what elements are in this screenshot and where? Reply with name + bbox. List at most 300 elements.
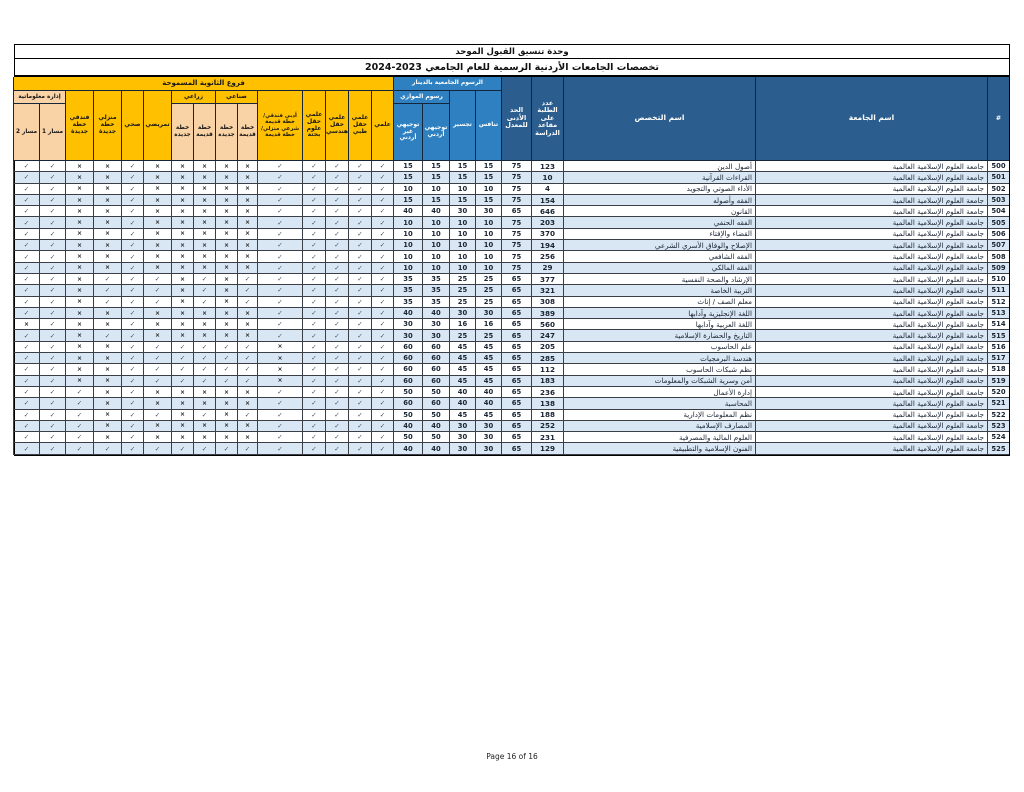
branch-track1-check: ✓	[39, 387, 65, 398]
branch-nursing-check: ✓	[143, 342, 171, 353]
branch-agricultural-old-cross: ×	[193, 421, 215, 432]
branch-scientific-medical-check: ✓	[348, 217, 371, 228]
branch-scientific-pure-check: ✓	[302, 285, 325, 296]
branch-scientific-check: ✓	[371, 229, 393, 240]
tawjihi-non-jordanian-fee: 60	[393, 398, 422, 409]
branch-industrial-new-cross: ×	[215, 421, 237, 432]
students-count: 112	[531, 364, 563, 375]
table-row	[15, 263, 1009, 274]
branch-scientific-check: ✓	[371, 195, 393, 206]
branch-scientific-medical-check: ✓	[348, 251, 371, 262]
branch-scientific-medical-check: ✓	[348, 398, 371, 409]
table-row	[15, 364, 1009, 375]
branch-agricultural-new-cross: ×	[171, 251, 193, 262]
branch-track2-check: ✓	[13, 398, 39, 409]
tawjihi-non-jordanian-fee: 10	[393, 217, 422, 228]
branch-industrial-new-cross: ×	[215, 229, 237, 240]
tawjihi-jordanian-fee: 35	[422, 285, 449, 296]
university-name: جامعة العلوم الإسلامية العالمية	[755, 308, 987, 319]
document-title: وحدة تنسيق القبول الموحد	[14, 44, 1010, 59]
university-name: جامعة العلوم الإسلامية العالمية	[755, 217, 987, 228]
branch-hotel-new-cross: ×	[65, 161, 93, 172]
students-count: 285	[531, 353, 563, 364]
tajseer-fee: 45	[449, 410, 475, 421]
branch-home-new-check: ✓	[93, 297, 121, 308]
branch-industrial-new-cross: ×	[215, 297, 237, 308]
branch-scientific-engineering-check: ✓	[325, 274, 348, 285]
branch-scientific-medical-check: ✓	[348, 308, 371, 319]
branch-industrial-new-cross: ×	[215, 330, 237, 341]
branch-scientific-engineering-check: ✓	[325, 217, 348, 228]
branch-industrial-new-cross: ×	[215, 410, 237, 421]
branch-track2-check: ✓	[13, 410, 39, 421]
branch-scientific-pure-check: ✓	[302, 274, 325, 285]
university-name: جامعة العلوم الإسلامية العالمية	[755, 240, 987, 251]
branch-scientific-check: ✓	[371, 297, 393, 308]
table-row	[15, 330, 1009, 341]
university-name: جامعة العلوم الإسلامية العالمية	[755, 398, 987, 409]
branch-scientific-engineering-check: ✓	[325, 161, 348, 172]
branch-literary-check: ✓	[257, 319, 302, 330]
branch-hotel-new-cross: ×	[65, 364, 93, 375]
branch-track1-check: ✓	[39, 410, 65, 421]
branch-industrial-new-cross: ×	[215, 398, 237, 409]
branch-health-check: ✓	[121, 308, 143, 319]
branch-agricultural-new-cross: ×	[171, 432, 193, 443]
major-name: المصارف الإسلامية	[563, 421, 755, 432]
tawjihi-non-jordanian-fee: 50	[393, 387, 422, 398]
branch-literary-check: ✓	[257, 274, 302, 285]
branch-industrial-old-check: ✓	[237, 342, 257, 353]
branch-home-new-cross: ×	[93, 398, 121, 409]
table-row	[15, 319, 1009, 330]
students-count: 236	[531, 387, 563, 398]
row-number: 500	[987, 161, 1009, 172]
row-number: 523	[987, 421, 1009, 432]
branch-health-check: ✓	[121, 398, 143, 409]
branch-track1-check: ✓	[39, 172, 65, 183]
branch-scientific-pure-check: ✓	[302, 421, 325, 432]
tanafus-fee: 30	[475, 421, 501, 432]
table-row	[15, 421, 1009, 432]
table-row	[15, 398, 1009, 409]
university-name: جامعة العلوم الإسلامية العالمية	[755, 297, 987, 308]
branch-nursing-cross: ×	[143, 229, 171, 240]
tawjihi-jordanian-fee: 40	[422, 206, 449, 217]
branch-health-check: ✓	[121, 297, 143, 308]
branch-scientific-medical-check: ✓	[348, 421, 371, 432]
col-header-agricultural-old-plan: خطة قديمة	[193, 104, 215, 161]
branch-hotel-new-cross: ×	[65, 240, 93, 251]
branch-agricultural-old-check: ✓	[193, 274, 215, 285]
branch-agricultural-old-cross: ×	[193, 172, 215, 183]
branch-scientific-medical-check: ✓	[348, 206, 371, 217]
branch-agricultural-old-cross: ×	[193, 432, 215, 443]
branch-home-new-cross: ×	[93, 229, 121, 240]
major-name: الأداء الصوتي والتجويد	[563, 184, 755, 195]
branch-agricultural-new-cross: ×	[171, 421, 193, 432]
major-name: القراءات القرآنية	[563, 172, 755, 183]
branch-agricultural-new-check: ✓	[171, 376, 193, 387]
branch-industrial-new-cross: ×	[215, 285, 237, 296]
tawjihi-jordanian-fee: 60	[422, 342, 449, 353]
tawjihi-non-jordanian-fee: 40	[393, 206, 422, 217]
tajseer-fee: 30	[449, 432, 475, 443]
branch-health-check: ✓	[121, 251, 143, 262]
branch-nursing-cross: ×	[143, 432, 171, 443]
branch-scientific-check: ✓	[371, 376, 393, 387]
branch-agricultural-new-cross: ×	[171, 398, 193, 409]
branch-nursing-cross: ×	[143, 308, 171, 319]
row-number: 510	[987, 274, 1009, 285]
branch-agricultural-old-check: ✓	[193, 297, 215, 308]
tawjihi-jordanian-fee: 60	[422, 398, 449, 409]
page-number: Page 16 of 16	[486, 752, 538, 761]
row-number: 506	[987, 229, 1009, 240]
branch-industrial-new-check: ✓	[215, 342, 237, 353]
branch-scientific-medical-check: ✓	[348, 184, 371, 195]
branch-industrial-old-cross: ×	[237, 330, 257, 341]
col-header-nursing: تمريضي	[143, 91, 171, 161]
branch-agricultural-old-cross: ×	[193, 206, 215, 217]
branch-track1-check: ✓	[39, 184, 65, 195]
tawjihi-jordanian-fee: 15	[422, 195, 449, 206]
branch-home-new-cross: ×	[93, 263, 121, 274]
branch-scientific-check: ✓	[371, 161, 393, 172]
tajseer-fee: 30	[449, 308, 475, 319]
branch-nursing-check: ✓	[143, 297, 171, 308]
tanafus-fee: 45	[475, 410, 501, 421]
branch-scientific-check: ✓	[371, 330, 393, 341]
branch-hotel-new-check: ✓	[65, 387, 93, 398]
tawjihi-jordanian-fee: 35	[422, 274, 449, 285]
col-header-scientific-engineering: علمي حقل هندسي	[325, 91, 348, 161]
branch-agricultural-new-cross: ×	[171, 206, 193, 217]
branch-literary-check: ✓	[257, 432, 302, 443]
col-header-min-gpa: الحد الأدنى للمعدل	[501, 77, 531, 161]
branch-industrial-old-check: ✓	[237, 353, 257, 364]
branch-health-check: ✓	[121, 364, 143, 375]
branch-hotel-new-cross: ×	[65, 330, 93, 341]
branch-industrial-new-check: ✓	[215, 364, 237, 375]
branch-industrial-old-cross: ×	[237, 172, 257, 183]
branch-literary-check: ✓	[257, 240, 302, 251]
group-header-it-management: إدارة معلوماتية	[13, 91, 65, 104]
branch-track2-check: ✓	[13, 285, 39, 296]
tanafus-fee: 15	[475, 195, 501, 206]
tanafus-fee: 25	[475, 285, 501, 296]
branch-nursing-cross: ×	[143, 217, 171, 228]
tanafus-fee: 45	[475, 364, 501, 375]
min-gpa-value: 65	[501, 285, 531, 296]
branch-hotel-new-cross: ×	[65, 308, 93, 319]
branch-agricultural-new-cross: ×	[171, 217, 193, 228]
tawjihi-non-jordanian-fee: 50	[393, 410, 422, 421]
branch-scientific-check: ✓	[371, 308, 393, 319]
row-number: 514	[987, 319, 1009, 330]
table-row	[15, 376, 1009, 387]
tajseer-fee: 10	[449, 229, 475, 240]
tawjihi-non-jordanian-fee: 15	[393, 195, 422, 206]
branch-track2-check: ✓	[13, 251, 39, 262]
branch-health-check: ✓	[121, 263, 143, 274]
col-header-home-new-plan: منزلي خطة جديدة	[93, 91, 121, 161]
branch-scientific-medical-check: ✓	[348, 274, 371, 285]
tawjihi-non-jordanian-fee: 35	[393, 297, 422, 308]
row-number: 519	[987, 376, 1009, 387]
tawjihi-jordanian-fee: 10	[422, 229, 449, 240]
major-name: أصول الدين	[563, 161, 755, 172]
major-name: الفقه الحنفي	[563, 217, 755, 228]
branch-industrial-old-cross: ×	[237, 398, 257, 409]
branch-scientific-pure-check: ✓	[302, 206, 325, 217]
branch-health-check: ✓	[121, 342, 143, 353]
row-number: 501	[987, 172, 1009, 183]
branch-health-check: ✓	[121, 319, 143, 330]
major-name: التاريخ والحضارة الإسلامية	[563, 330, 755, 341]
tawjihi-non-jordanian-fee: 35	[393, 285, 422, 296]
table-header	[15, 77, 1009, 161]
tajseer-fee: 25	[449, 297, 475, 308]
branch-agricultural-new-cross: ×	[171, 410, 193, 421]
col-header-students: عدد الطلبة على مقاعد الدراسة	[531, 77, 563, 161]
branch-track1-check: ✓	[39, 353, 65, 364]
branch-home-new-cross: ×	[93, 240, 121, 251]
branch-nursing-cross: ×	[143, 251, 171, 262]
branch-hotel-new-cross: ×	[65, 376, 93, 387]
tanafus-fee: 25	[475, 330, 501, 341]
branch-home-new-cross: ×	[93, 410, 121, 421]
min-gpa-value: 65	[501, 330, 531, 341]
branch-agricultural-new-cross: ×	[171, 330, 193, 341]
branch-hotel-new-check: ✓	[65, 410, 93, 421]
tawjihi-jordanian-fee: 30	[422, 330, 449, 341]
branch-agricultural-old-cross: ×	[193, 263, 215, 274]
tanafus-fee: 16	[475, 319, 501, 330]
branch-literary-check: ✓	[257, 161, 302, 172]
branch-scientific-pure-check: ✓	[302, 251, 325, 262]
branch-scientific-engineering-check: ✓	[325, 319, 348, 330]
min-gpa-value: 65	[501, 353, 531, 364]
branch-track1-check: ✓	[39, 217, 65, 228]
tawjihi-non-jordanian-fee: 15	[393, 161, 422, 172]
row-number: 515	[987, 330, 1009, 341]
branch-health-check: ✓	[121, 274, 143, 285]
row-number: 502	[987, 184, 1009, 195]
tanafus-fee: 45	[475, 342, 501, 353]
university-name: جامعة العلوم الإسلامية العالمية	[755, 410, 987, 421]
branch-scientific-medical-check: ✓	[348, 387, 371, 398]
university-name: جامعة العلوم الإسلامية العالمية	[755, 184, 987, 195]
tanafus-fee: 10	[475, 263, 501, 274]
university-name: جامعة العلوم الإسلامية العالمية	[755, 376, 987, 387]
min-gpa-value: 75	[501, 195, 531, 206]
students-count: 123	[531, 161, 563, 172]
branch-scientific-engineering-check: ✓	[325, 206, 348, 217]
major-name: التربية الخاصة	[563, 285, 755, 296]
branch-scientific-check: ✓	[371, 421, 393, 432]
branch-agricultural-old-cross: ×	[193, 330, 215, 341]
branch-track1-check: ✓	[39, 398, 65, 409]
branch-health-check: ✓	[121, 421, 143, 432]
tawjihi-jordanian-fee: 50	[422, 432, 449, 443]
branch-scientific-medical-check: ✓	[348, 364, 371, 375]
branch-industrial-old-check: ✓	[237, 297, 257, 308]
branch-scientific-pure-check: ✓	[302, 195, 325, 206]
min-gpa-value: 65	[501, 319, 531, 330]
branch-scientific-engineering-check: ✓	[325, 229, 348, 240]
students-count: 183	[531, 376, 563, 387]
branch-track2-check: ✓	[13, 229, 39, 240]
branch-scientific-pure-check: ✓	[302, 353, 325, 364]
branch-scientific-engineering-check: ✓	[325, 172, 348, 183]
tawjihi-jordanian-fee: 35	[422, 297, 449, 308]
tanafus-fee: 25	[475, 297, 501, 308]
branch-agricultural-new-cross: ×	[171, 274, 193, 285]
col-header-track1: مسار 1	[39, 104, 65, 161]
branch-track2-check: ✓	[13, 161, 39, 172]
table-row	[15, 274, 1009, 285]
tawjihi-jordanian-fee: 10	[422, 184, 449, 195]
branch-scientific-check: ✓	[371, 184, 393, 195]
branch-industrial-old-cross: ×	[237, 319, 257, 330]
min-gpa-value: 65	[501, 297, 531, 308]
students-count: 308	[531, 297, 563, 308]
branch-industrial-old-cross: ×	[237, 308, 257, 319]
branch-scientific-engineering-check: ✓	[325, 364, 348, 375]
table-sheet	[14, 44, 1010, 456]
branch-agricultural-old-cross: ×	[193, 184, 215, 195]
branch-agricultural-new-cross: ×	[171, 263, 193, 274]
branch-hotel-new-cross: ×	[65, 229, 93, 240]
branch-industrial-new-cross: ×	[215, 240, 237, 251]
row-number: 511	[987, 285, 1009, 296]
tanafus-fee: 10	[475, 251, 501, 262]
tawjihi-jordanian-fee: 10	[422, 251, 449, 262]
branch-scientific-pure-check: ✓	[302, 410, 325, 421]
branch-track2-check: ✓	[13, 353, 39, 364]
tawjihi-jordanian-fee: 15	[422, 161, 449, 172]
branch-hotel-new-cross: ×	[65, 172, 93, 183]
major-name: معلم الصف / إناث	[563, 297, 755, 308]
branch-industrial-old-cross: ×	[237, 387, 257, 398]
branch-industrial-old-check: ✓	[237, 376, 257, 387]
table-row	[15, 353, 1009, 364]
branch-track1-check: ✓	[39, 432, 65, 443]
tawjihi-non-jordanian-fee: 10	[393, 240, 422, 251]
branch-nursing-check: ✓	[143, 364, 171, 375]
university-name: جامعة العلوم الإسلامية العالمية	[755, 319, 987, 330]
university-name: جامعة العلوم الإسلامية العالمية	[755, 421, 987, 432]
branch-industrial-old-check: ✓	[237, 364, 257, 375]
university-name: جامعة العلوم الإسلامية العالمية	[755, 161, 987, 172]
branch-home-new-cross: ×	[93, 172, 121, 183]
min-gpa-value: 75	[501, 161, 531, 172]
branch-hotel-new-cross: ×	[65, 263, 93, 274]
branch-health-check: ✓	[121, 387, 143, 398]
tawjihi-jordanian-fee: 50	[422, 387, 449, 398]
tajseer-fee: 15	[449, 172, 475, 183]
table-row	[15, 184, 1009, 195]
university-name: جامعة العلوم الإسلامية العالمية	[755, 195, 987, 206]
col-header-tajseer: تجسير	[449, 91, 475, 161]
branch-hotel-new-check: ✓	[65, 421, 93, 432]
row-number: 508	[987, 251, 1009, 262]
branch-agricultural-old-check: ✓	[193, 410, 215, 421]
students-count: 10	[531, 172, 563, 183]
branch-industrial-old-cross: ×	[237, 206, 257, 217]
branch-agricultural-new-check: ✓	[171, 443, 193, 454]
branch-hotel-new-check: ✓	[65, 432, 93, 443]
branch-home-new-cross: ×	[93, 206, 121, 217]
students-count: 4	[531, 184, 563, 195]
tanafus-fee: 10	[475, 217, 501, 228]
major-name: القانون	[563, 206, 755, 217]
branch-hotel-new-cross: ×	[65, 274, 93, 285]
university-name: جامعة العلوم الإسلامية العالمية	[755, 251, 987, 262]
branch-scientific-check: ✓	[371, 410, 393, 421]
min-gpa-value: 75	[501, 251, 531, 262]
min-gpa-value: 65	[501, 387, 531, 398]
branch-hotel-new-cross: ×	[65, 184, 93, 195]
min-gpa-value: 75	[501, 172, 531, 183]
branch-agricultural-old-cross: ×	[193, 217, 215, 228]
branch-track2-check: ✓	[13, 263, 39, 274]
branch-agricultural-new-check: ✓	[171, 342, 193, 353]
branch-track2-check: ✓	[13, 330, 39, 341]
major-name: الفقه وأصوله	[563, 195, 755, 206]
students-count: 247	[531, 330, 563, 341]
tanafus-fee: 40	[475, 387, 501, 398]
row-number: 516	[987, 342, 1009, 353]
branch-industrial-new-cross: ×	[215, 195, 237, 206]
group-header-agricultural: زراعي	[171, 91, 215, 104]
tanafus-fee: 30	[475, 443, 501, 454]
branch-scientific-medical-check: ✓	[348, 410, 371, 421]
branch-industrial-new-check: ✓	[215, 353, 237, 364]
group-header-fees: الرسوم الجامعية بالدينار	[393, 77, 501, 91]
students-count: 138	[531, 398, 563, 409]
branch-track2-check: ✓	[13, 308, 39, 319]
min-gpa-value: 75	[501, 240, 531, 251]
branch-industrial-old-cross: ×	[237, 251, 257, 262]
branch-health-check: ✓	[121, 432, 143, 443]
branch-scientific-engineering-check: ✓	[325, 184, 348, 195]
branch-agricultural-old-cross: ×	[193, 398, 215, 409]
col-header-agricultural-new-plan: خطة جديدة	[171, 104, 193, 161]
branch-agricultural-old-check: ✓	[193, 342, 215, 353]
branch-nursing-cross: ×	[143, 206, 171, 217]
tawjihi-non-jordanian-fee: 35	[393, 274, 422, 285]
branch-scientific-pure-check: ✓	[302, 364, 325, 375]
branch-nursing-cross: ×	[143, 263, 171, 274]
branch-literary-check: ✓	[257, 443, 302, 454]
branch-track2-check: ✓	[13, 443, 39, 454]
branch-home-new-cross: ×	[93, 342, 121, 353]
branch-scientific-medical-check: ✓	[348, 319, 371, 330]
branch-scientific-check: ✓	[371, 387, 393, 398]
min-gpa-value: 65	[501, 274, 531, 285]
students-count: 29	[531, 263, 563, 274]
tanafus-fee: 30	[475, 206, 501, 217]
branch-industrial-new-cross: ×	[215, 319, 237, 330]
branch-health-check: ✓	[121, 195, 143, 206]
university-name: جامعة العلوم الإسلامية العالمية	[755, 353, 987, 364]
major-name: الفقه الشافعي	[563, 251, 755, 262]
students-count: 370	[531, 229, 563, 240]
col-header-scientific: علمي	[371, 91, 393, 161]
table-row	[15, 387, 1009, 398]
